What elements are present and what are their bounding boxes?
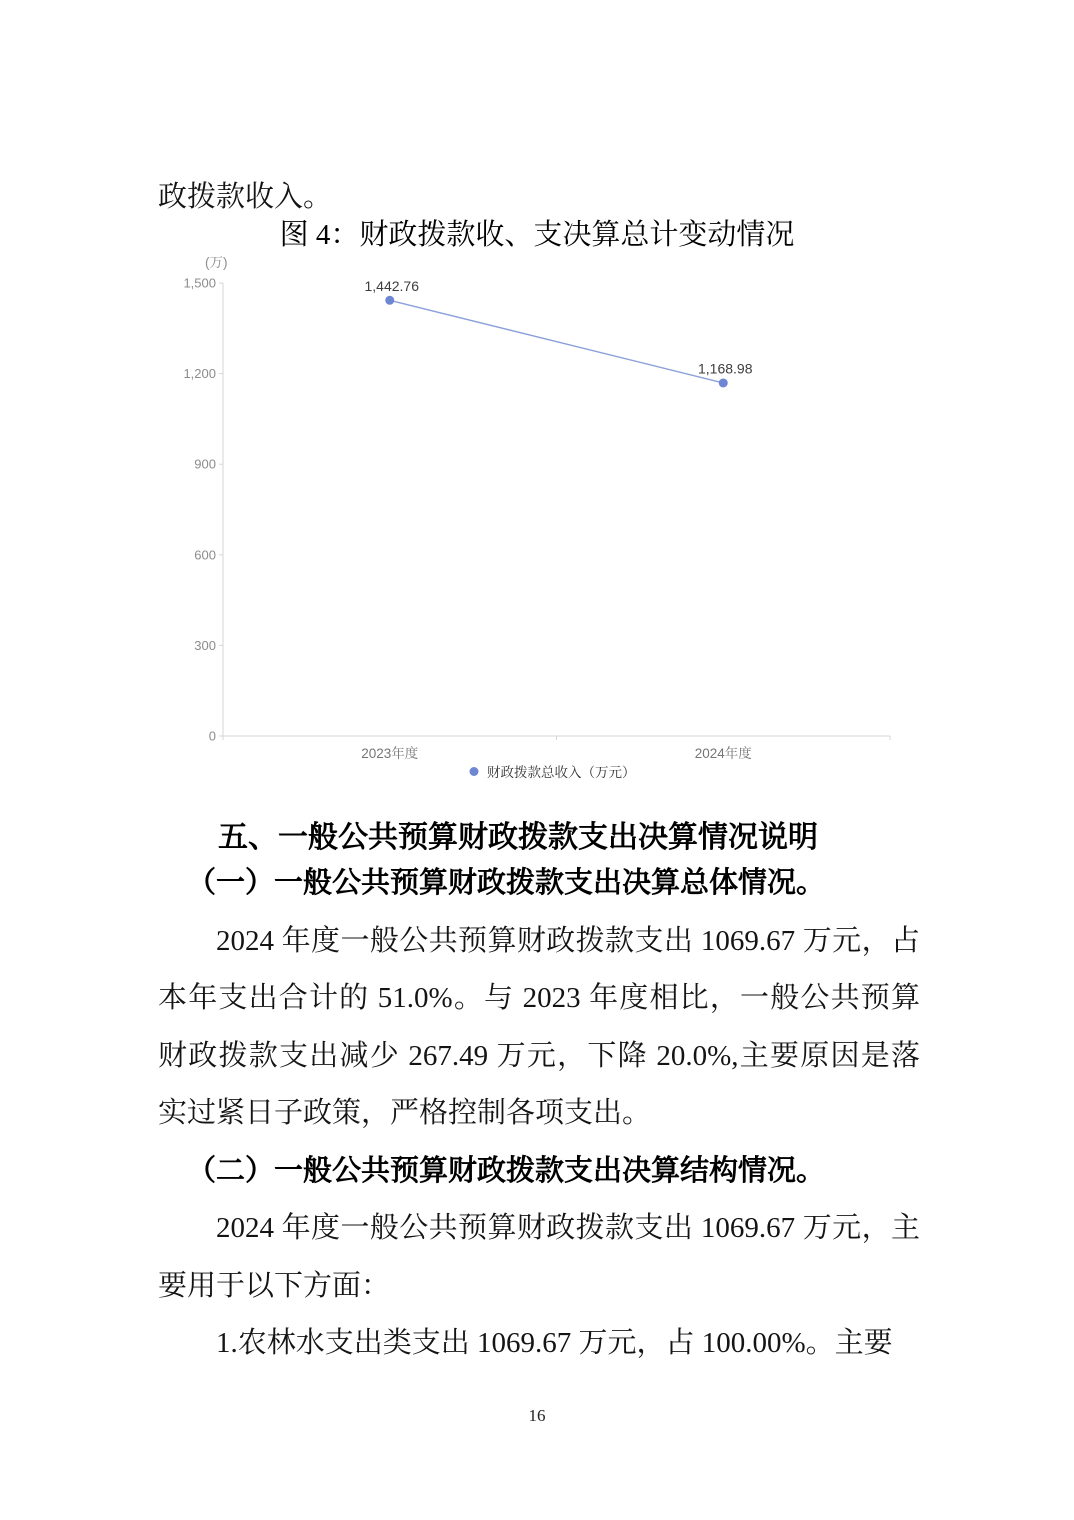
y-axis-tick-label: 1,500: [183, 275, 216, 291]
legend-marker-icon: [470, 767, 479, 776]
y-axis-tick-label: 600: [194, 547, 216, 563]
section-heading: 五、一般公共预算财政拨款支出决算情况说明: [218, 821, 818, 854]
x-axis-category-label: 2024年度: [694, 746, 752, 761]
series-line: [390, 300, 724, 383]
x-axis-category-label: 2023年度: [361, 746, 419, 761]
y-axis-unit-label: (万): [205, 255, 228, 270]
paragraph-3: 1.农林水支出类支出 1069.67 万元，占 100.00%。主要: [216, 1327, 893, 1359]
sub-heading-1: （一）一般公共预算财政拨款支出决算总体情况。: [187, 867, 826, 899]
y-axis-tick-label: 1,200: [183, 366, 216, 382]
body-text-block: [158, 855, 920, 1373]
y-axis-tick-label: 0: [208, 728, 216, 744]
y-axis-tick-label: 300: [194, 637, 216, 653]
figure-caption: 图 4：财政拨款收、支决算总计变动情况: [279, 219, 795, 251]
data-point: [719, 378, 728, 387]
data-point: [385, 296, 394, 305]
data-point-label: 1,168.98: [698, 360, 753, 377]
paragraph-1: 2024 年度一般公共预算财政拨款支出 1069.67 万元，占本年支出合计的 51.0%。与 2023 年度相比，一般公共预算财政拨款支出减少 267.49 万元，下降 20.0%,主要原因是落实过紧日子政策，严格控制各项支出。: [158, 924, 920, 1129]
chart-canvas: [160, 250, 920, 790]
sub-heading-2: （二）一般公共预算财政拨款支出决算结构情况。: [187, 1154, 826, 1187]
body-text-continuation: 政拨款收入。: [158, 181, 333, 213]
paragraph-2: 2024 年度一般公共预算财政拨款支出 1069.67 万元，主要用于以下方面：: [158, 1212, 920, 1302]
page-number: 16: [528, 1406, 546, 1425]
legend-label: 财政拨款总收入（万元）: [487, 765, 636, 780]
data-point-label: 1,442.76: [364, 277, 419, 294]
figure4-line-chart: [160, 250, 920, 790]
y-axis-tick-label: 900: [194, 456, 216, 472]
